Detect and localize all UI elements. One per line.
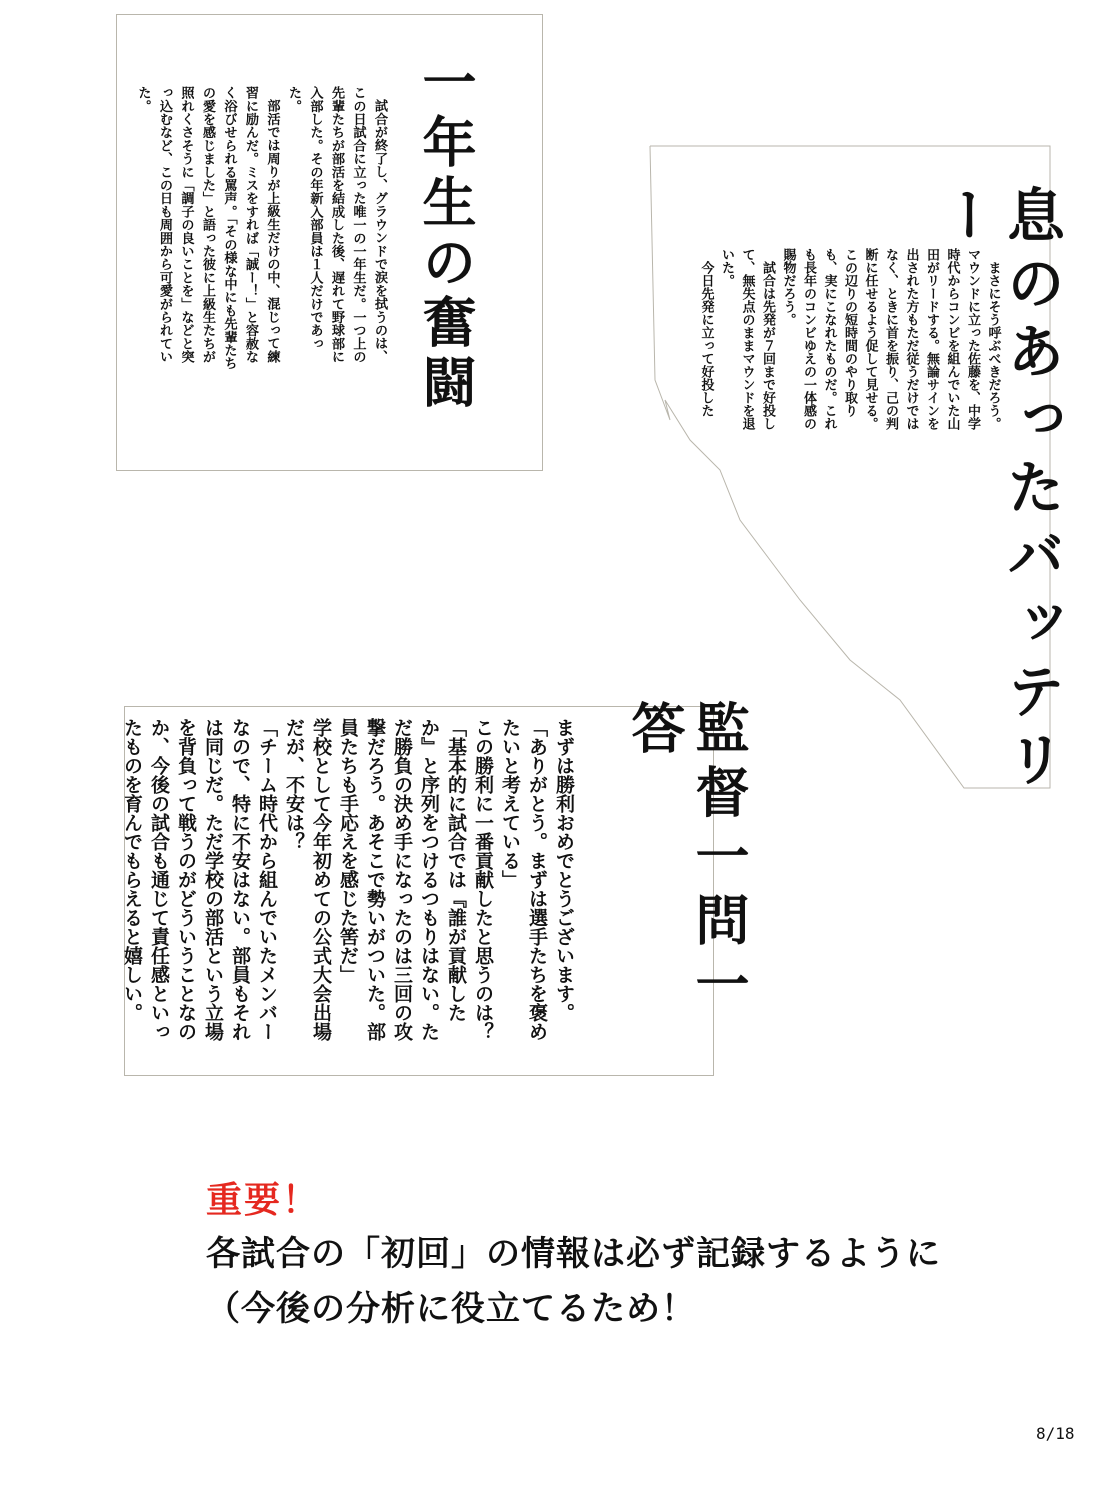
article-body-2 bbox=[695, 248, 1003, 438]
article-body-3 bbox=[118, 718, 577, 1048]
interview-question: この勝利に一番貢献したと思うのは？ bbox=[472, 718, 494, 1041]
article-title-3: 監督一問一答 bbox=[623, 700, 750, 1020]
page-number: 8/18 bbox=[1036, 1424, 1075, 1443]
article1-paragraph: 部活では周りが上級生だけの中、混じって練習に励んだ。ミスをすれば「誠ー！」と容赦なく浴びせられる罵声。「その様な中にも先輩たちの愛を感じました」と語った彼に上級生たちが照れくさそうに「調子の良いことを」などと突っ込むなど、この日も周囲から可愛がられていた。 bbox=[135, 86, 280, 370]
article2-paragraph: まさにそう呼ぶべきだろう。マウンドに立った佐藤を、中学時代からコンビを組んでいた山田がリードする。無論サインを出された方もただ従うだけではなく、ときに首を振り、己の判断に任せるよう促して見せる。この辺りの短時間のやり取りも、実にこなれたものだ。これも長年のコンビゆえの一体感の賜物だろう。 bbox=[780, 248, 1001, 430]
interview-question: まずは勝利おめでとうございます。 bbox=[553, 718, 575, 1022]
interview-question: 学校として今年初めての公式大会出場だが、不安は？ bbox=[283, 718, 332, 1041]
notice-line-2: （今後の分析に役立てるため！ bbox=[206, 1289, 696, 1329]
interview-answer: 「基本的に試合では『誰が貢献したか』と序列をつけるつもりはない。ただ勝負の決め手になったのは三回の攻撃だろう。あそこで勢いがついた。部員たちも手応えを感じた筈だ」 bbox=[337, 718, 467, 1041]
article-title-1: 一年生の奮闘 bbox=[414, 54, 477, 414]
interview-answer: 「チーム時代から組んでいたメンバーなので、特に不安はない。部員もそれは同じだ。ただ学校の部活という立場を背負って戦うのがどういうことなのか、今後の試合も通じて責任感といったものを育んでもらえると嬉しい。 bbox=[121, 718, 278, 1041]
article2-paragraph: 試合は先発が７回まで好投して、無失点のままマウンドを退いた。 bbox=[719, 248, 775, 430]
notice-heading: 重要！ bbox=[206, 1180, 321, 1221]
article1-paragraph: 試合が終了し、グラウンドで涙を拭うのは、この日試合に立った唯一の一年生だ。一つ上の先輩たちが部活を結成した後、遅れて野球部に入部した。その年新入部員は１人だけであった。 bbox=[286, 86, 387, 364]
article-title-2: 息のあったバッテリー bbox=[931, 185, 1065, 797]
notice-line-1: 各試合の「初回」の情報は必ず記録するように bbox=[206, 1234, 941, 1274]
article2-paragraph: 今日先発に立って好投した bbox=[698, 261, 714, 417]
interview-answer: 「ありがとう。まずは選手たちを褒めたいと考えている」 bbox=[499, 718, 548, 1041]
